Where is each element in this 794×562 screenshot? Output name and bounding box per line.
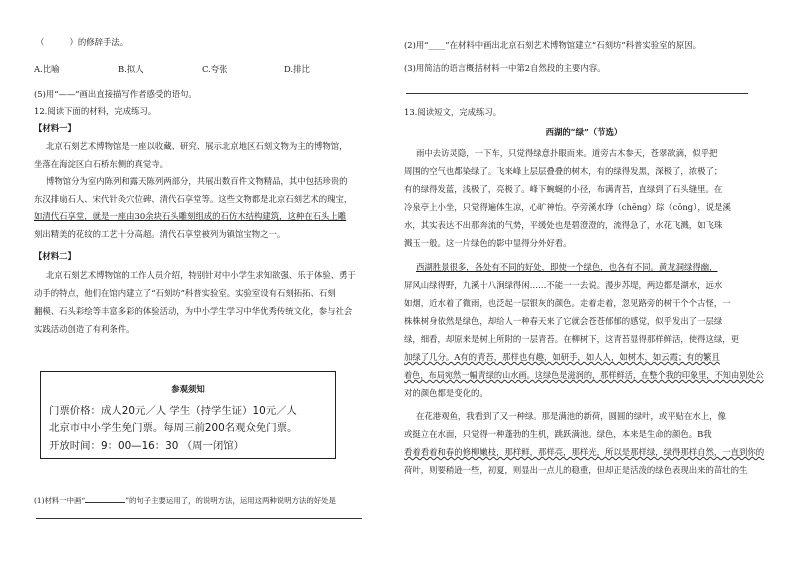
answer-blank[interactable] [85,494,125,503]
answer-line[interactable] [406,93,748,94]
question-tail: （ ）的修辞手法。 [36,37,129,47]
option-d: D.排比 [284,64,310,74]
material-1-underlined-line: 如清代石享堂，就是一座由30余块石头雕刻组成的石仿木结构建筑，这种在石头上雕 [34,211,347,221]
material-1-line: 博物馆分为室内陈列和露天陈列两部分，共展出数百件文物精品，其中包括珍贵的 [46,176,348,186]
essay-line: 对的颜色都是变化的。 [404,388,488,398]
essay-line: 株株树身依然是绿色，却给人一种春天来了它就会苍苍郁郁的感觉，似乎发出了一层绿 [404,316,723,326]
essay-line: 冷泉亭上小坐，只觉得遍体生凉，心旷神怡。亭旁溪水琤（chēng）琮（cōng），说是溪 [404,202,731,212]
essay-line: 绿，细看，却原来是树上所附的一层青苔。在柳树下，这青苔显得那样鲜活，使得这绿，更 [404,334,739,344]
material-2-line: 翻模、石头彩绘等丰富多彩的体验活动，为中小学生学习中华优秀传统文化，参与社会 [34,306,353,316]
essay-line: 雨中去访灵隐，一下车，只觉得绿意扑眼而来。道旁古木参天，苍翠欲滴，似乎把 [416,148,718,158]
visit-notice-title: 参观须知 [171,384,205,394]
material-1-line: 东汉排扇石人、宋代针灸穴位碑、清代石享堂等。这些文物都是北京石刻艺术的瑰宝， [34,194,353,204]
option-a: A.比喻 [34,64,60,74]
material-2-title: 【材料二】 [34,251,76,261]
question-2-prefix: (2)用“ [404,40,429,50]
material-1-title: 【材料一】 [34,123,76,133]
essay-title: 西湖的“绿”（节选） [545,127,623,137]
essay-line: 溅玉一般。这一片绿色的影中显得分外好看。 [404,238,572,248]
left-column [32,0,372,562]
free-ticket-line: 北京市中小学生免门票。每周三前200名观众免门票。 [49,422,298,434]
essay-line: 或挺立在水面，只觉得一种蓬勃的生机，跳跃满池。绿色，本来是生命的颜色。B我 [404,429,712,439]
essay-underlined-line: 西湖胜景很多，各处有不同的好处，即使一个绿色，也各有不同。黄龙洞绿得幽， [416,262,718,272]
question-3: (3)用简洁的语言概括材料一中第2自然段的主要内容。 [404,63,606,73]
ticket-price-line: 门票价格：成人20元／人 学生（持学生证）10元／人 [49,405,297,417]
option-c: C.夸张 [202,64,228,74]
material-2-line: 动手的特点，他们在馆内建立了“石刻坊”科普实验室。实验室设有石刻拓拓、石刻 [34,288,336,298]
question-2 [404,40,701,51]
question-12: 12.阅读下面的材料，完成练习。 [34,106,157,116]
material-1-line: 北京石刻艺术博物馆是一座以收藏、研究、展示北京地区石刻文物为主的博物馆， [46,141,348,151]
essay-line: 周围的空气也都染绿了。飞来峰上层层叠叠的树木，有的绿得发黑，深极了，浓极了； [404,166,723,176]
question-1-prefix: (1)材料一中画“ [34,496,86,505]
question-2-blank: ____ [428,40,446,50]
answer-line[interactable] [36,518,362,519]
question-2-suffix: ”在材料中画出北京石刻艺术博物馆建立“石刻坊”科普实验室的原因。 [445,40,701,50]
opening-hours-line: 开放时间：9：00—16：30 （周一闭馆） [49,440,245,452]
question-1 [34,494,336,506]
question-13: 13.阅读短文，完成练习。 [404,107,502,117]
right-column [404,0,764,562]
question-1-suffix: ”的句子主要运用了，的说明方法，运用这两种说明方法的好处是 [125,496,336,505]
essay-wavy-line: 着色，布局宛然一幅青绿的山水画。这绿色是滋润的，那样鲜活，在整个我的印象里，不知由别处公 [404,370,764,380]
essay-line: 如烟，近水着了微雨，也泛起一层银灰的颜色。走着走着，忽见路旁的树干个个古怪，一 [404,298,731,308]
material-1-line: 刻出精美的花纹的工艺十分高超。清代石享堂被列为镇馆宝物之一。 [34,229,286,239]
question-5: (5)用“——”画出直接描写作者感受的语句。 [34,89,197,99]
material-1-line: 坐落在海淀区白石桥东侧的真觉寺。 [34,159,168,169]
material-2-line: 北京石刻艺术博物馆的工作人员介绍，特别针对中小学生求知欲强、乐于体验、勇于 [46,270,356,280]
essay-line: 屏风山绿得野，九溪十八涧绿得闲……不能一一去说。漫步苏堤，两边都是湖水，远水 [404,280,723,290]
visit-notice-box [40,371,336,459]
essay-line: 水，其实表达不出那奔流的气势，平缓处也是碧澄澄的，流得急了，水花飞溅，如飞珠 [404,220,723,230]
material-2-line: 实践活动创造了有利条件。 [34,324,135,334]
option-b: B.拟人 [118,64,144,74]
essay-wavy-line: 看着看着和春的修柳嫩枝，那样鲜，那样亮，那样光，所以是那样绿，绿得那样自然，一直到你的 [404,447,765,457]
essay-line: 有的绿得发蓝，浅极了，亮极了。峰下蜿蜒的小径，布满青苔，直绿到了石头缝里。在 [404,184,723,194]
essay-line: 在花港观鱼，我看到了又一种绿。那是满池的新荷，圆圆的绿叶，或平贴在水上，像 [416,411,726,421]
essay-line: 荷叶，则要稍逊一些，初夏，则显出一点儿的稳重，但却正是活泼的绿色表现出来的苗壮的生 [404,465,748,475]
essay-wavy-line: 加绿了几分。A有的青苔，那样也有趣，如研手，如人人，如树木，如云霞；有的繁且 [404,352,720,362]
